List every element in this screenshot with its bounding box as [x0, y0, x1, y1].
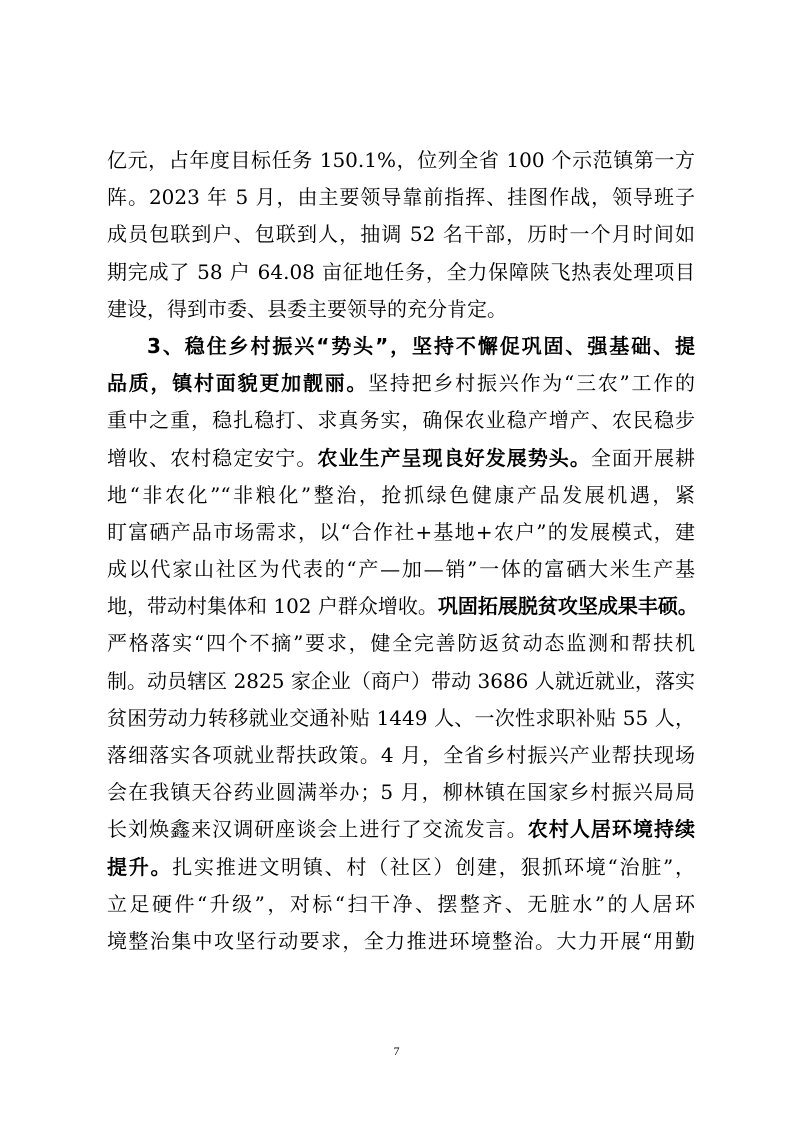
text-line: [107, 254, 695, 291]
bold-text-run: 品质，镇村面貌更加靓丽。: [107, 371, 369, 396]
text-run: 增收、农村稳定安宁。: [107, 445, 318, 470]
text-line: [107, 737, 695, 774]
text-line: [107, 216, 695, 253]
text-run: 全面开展耕: [590, 445, 696, 470]
text-run: 重中之重，稳扎稳打、求真务实，确保农业稳产增产、农民稳步: [107, 408, 695, 433]
text-run: 长刘焕鑫来汉调研座谈会上进行了交流发言。: [107, 817, 528, 842]
text-run: 贫困劳动力转移就业交通补贴 1449 人、一次性求职补贴 55 人，: [107, 705, 695, 730]
text-run: 会在我镇天谷药业圆满举办；5 月，柳林镇在国家乡村振兴局局: [107, 780, 695, 805]
text-line: [107, 811, 695, 848]
text-line: [107, 849, 695, 886]
text-line: [107, 514, 695, 551]
page-number: 7: [393, 1044, 400, 1058]
text-run: 盯富硒产品市场需求，以“合作社+基地+农户”的发展模式，建: [107, 519, 695, 544]
text-run: 地“非农化”“非粮化”整治，抢抓绿色健康产品发展机遇，紧: [107, 482, 695, 507]
text-line: [107, 886, 695, 923]
text-run: 期完成了 58 户 64.08 亩征地任务，全力保障陕飞热表处理项目: [107, 259, 695, 284]
text-run: 扎实推进文明镇、村（社区）创建，狠抓环境“治脏”，: [172, 854, 696, 879]
bold-text-run: 巩固拓展脱贫攻坚成果丰硕。: [437, 594, 698, 619]
bold-text-run: 农村人居环境持续: [527, 817, 696, 842]
text-run: 建设，得到市委、县委主要领导的充分肯定。: [107, 296, 507, 321]
text-line: [107, 774, 695, 811]
text-run: 境整治集中攻坚行动要求，全力推进环境整治。大力开展“用勤: [107, 928, 695, 953]
text-run: 亿元，占年度目标任务 150.1%，位列全省 100 个示范镇第一方: [107, 148, 695, 172]
text-run: 坚持把乡村振兴作为“三农”工作的: [368, 371, 696, 396]
text-run: 严格落实“四个不摘”要求，健全完善防返贫动态监测和帮扶机: [107, 631, 695, 656]
text-line: [107, 551, 695, 588]
text-line: [107, 142, 695, 179]
text-run: 成员包联到户、包联到人，抽调 52 名干部，历时一个月时间如: [107, 222, 695, 247]
text-line: [107, 923, 695, 960]
text-line: [107, 440, 695, 477]
text-run: 阵。2023 年 5 月，由主要领导靠前指挥、挂图作战，领导班子: [107, 185, 695, 210]
text-line: [107, 588, 698, 625]
text-line: [107, 402, 695, 439]
bold-text-run: 提升。: [107, 854, 173, 879]
text-run: 立足硬件“升级”，对标“扫干净、摆整齐、无脏水”的人居环: [107, 891, 695, 916]
text-line: [107, 365, 695, 402]
text-line: [107, 477, 695, 514]
bold-text-run: 3、稳住乡村振兴“势头”，坚持不懈促巩固、强基础、提: [147, 333, 695, 358]
text-run: 制。动员辖区 2825 家企业（商户）带动 3686 人就近就业，落实: [107, 668, 695, 693]
text-line: [107, 663, 695, 700]
text-line: [107, 179, 695, 216]
text-line: [107, 700, 695, 737]
bold-text-run: 农业生产呈现良好发展势头。: [317, 445, 591, 470]
text-line: [107, 328, 695, 365]
text-run: 地，带动村集体和 102 户群众增收。: [107, 594, 438, 619]
text-line: [107, 625, 695, 662]
body-text: [107, 142, 698, 960]
text-run: 成以代家山社区为代表的“产—加—销”一体的富硒大米生产基: [107, 557, 695, 582]
text-run: 落细落实各项就业帮扶政策。4 月，全省乡村振兴产业帮扶现场: [107, 743, 695, 767]
text-line: [107, 291, 695, 328]
